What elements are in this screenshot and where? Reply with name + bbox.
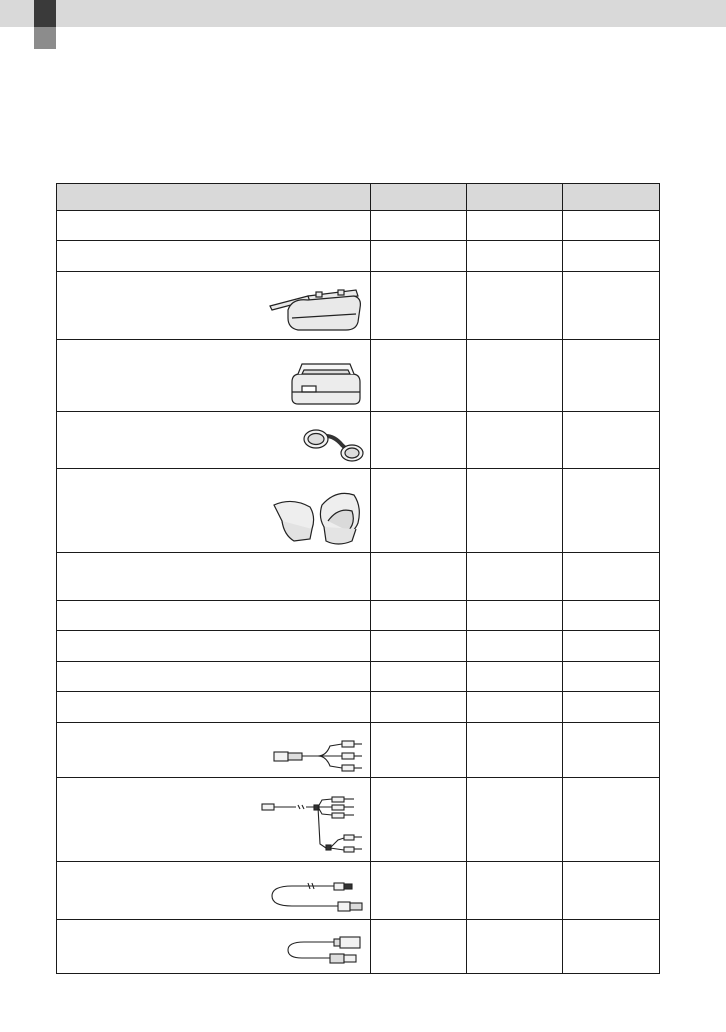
lens-cap-icon (302, 427, 364, 463)
item-name-cell (57, 778, 371, 862)
item-col4 (563, 211, 660, 241)
item-col2 (371, 272, 467, 340)
item-col3 (467, 601, 563, 631)
table-row (57, 412, 660, 469)
item-name-cell (57, 862, 371, 920)
shoulder-strap-icon (268, 288, 364, 334)
item-col3 (467, 272, 563, 340)
table-row (57, 723, 660, 778)
item-col2 (371, 601, 467, 631)
item-col4 (563, 601, 660, 631)
item-col3 (467, 631, 563, 662)
section-tab-marker (34, 0, 56, 27)
item-name (57, 211, 371, 241)
table-row (57, 340, 660, 412)
item-col3 (467, 211, 563, 241)
table-row (57, 553, 660, 601)
usb-cable-icon (268, 878, 364, 914)
table-row (57, 778, 660, 862)
item-name-cell (57, 469, 371, 553)
item-col4 (563, 662, 660, 692)
table-row (57, 631, 660, 662)
item-col4 (563, 920, 660, 974)
item-col3 (467, 692, 563, 723)
table-header-row (57, 184, 660, 211)
table-row (57, 601, 660, 631)
table-row (57, 862, 660, 920)
component-av-cable-icon (260, 796, 364, 856)
item-col2 (371, 631, 467, 662)
item-name (57, 241, 371, 272)
item-col3 (467, 920, 563, 974)
item-col2 (371, 920, 467, 974)
table-row (57, 469, 660, 553)
av-cable-icon (272, 738, 364, 772)
table-row (57, 211, 660, 241)
top-bar (0, 0, 726, 27)
item-col2 (371, 340, 467, 412)
item-col4 (563, 723, 660, 778)
header-cell (371, 184, 467, 211)
item-col2 (371, 692, 467, 723)
item-col4 (563, 272, 660, 340)
item-col3 (467, 553, 563, 601)
item-col4 (563, 631, 660, 662)
header-cell (57, 184, 371, 211)
item-col3 (467, 241, 563, 272)
header-cell (563, 184, 660, 211)
item-col2 (371, 211, 467, 241)
item-col3 (467, 469, 563, 553)
usb-adapter-cable-icon (284, 934, 364, 968)
item-col4 (563, 340, 660, 412)
accessory-table (56, 183, 660, 974)
item-name-cell (57, 412, 371, 469)
item-col2 (371, 778, 467, 862)
section-tab-shadow (34, 27, 56, 49)
table-row (57, 662, 660, 692)
item-col3 (467, 662, 563, 692)
item-name-cell (57, 272, 371, 340)
item-col4 (563, 862, 660, 920)
item-col3 (467, 778, 563, 862)
item-name (57, 601, 371, 631)
battery-charger-icon (288, 362, 364, 406)
item-col2 (371, 723, 467, 778)
item-col3 (467, 862, 563, 920)
item-name-cell (57, 723, 371, 778)
item-col4 (563, 241, 660, 272)
item-name-cell (57, 920, 371, 974)
item-name (57, 553, 371, 601)
item-col4 (563, 692, 660, 723)
item-col2 (371, 469, 467, 553)
item-col4 (563, 469, 660, 553)
item-name (57, 631, 371, 662)
table-row (57, 272, 660, 340)
item-col2 (371, 412, 467, 469)
item-name (57, 692, 371, 723)
item-name-cell (57, 340, 371, 412)
table-row (57, 920, 660, 974)
item-col4 (563, 553, 660, 601)
eyecup-icon (272, 491, 364, 547)
table-row (57, 692, 660, 723)
item-col3 (467, 340, 563, 412)
item-col2 (371, 662, 467, 692)
item-col3 (467, 723, 563, 778)
item-col2 (371, 862, 467, 920)
item-col3 (467, 412, 563, 469)
item-col4 (563, 778, 660, 862)
item-col2 (371, 553, 467, 601)
header-cell (467, 184, 563, 211)
item-col2 (371, 241, 467, 272)
item-name (57, 662, 371, 692)
item-col4 (563, 412, 660, 469)
table-row (57, 241, 660, 272)
